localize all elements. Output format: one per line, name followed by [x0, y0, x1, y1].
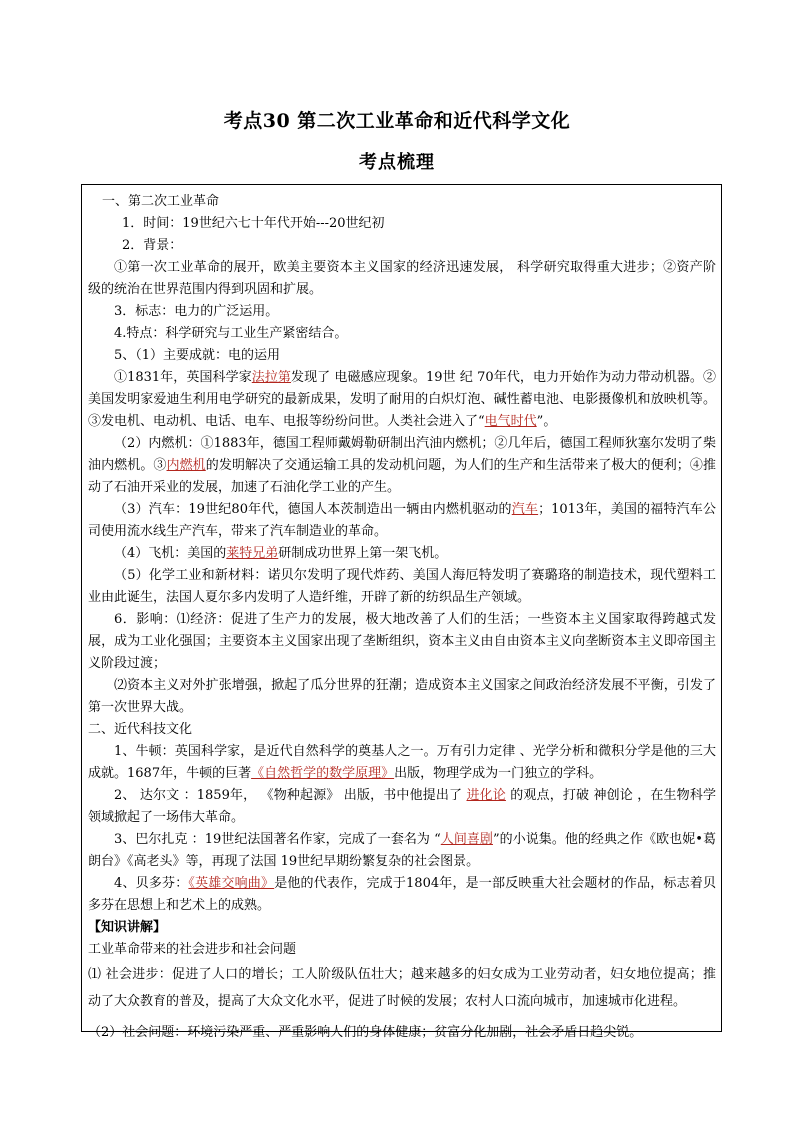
social-progress-paragraph: ⑴ 社会进步：促进了人口的增长；工人阶级队伍壮大；越来越多的妇女成为工业劳动者，妇女地位提高；推动了大众教育的普及，提高了大众文化水平，促进了时候的发展；农村人口流向城市，加速城市化进程。	[88, 967, 716, 1009]
combustion-engine-paragraph: （2）内燃机：①1883年，德国工程师戴姆勒研制出汽油内燃机；②几年后，德国工程师狄塞尔发明了柴油内燃机。③内燃机的发明解决了交通运输工具的发动机问题，为人们的生产和生活带来了极大的便利；④推动了石油开采业的发展，加速了石油化学工业的产生。	[88, 436, 716, 495]
feature-item: 4.特点：科学研究与工业生产紧密结合。	[114, 326, 348, 341]
content-body	[88, 191, 716, 1046]
balzac-paragraph: 3、巴尔扎克 ：19世纪法国著名作家，完成了一套名为 “人间喜剧”的小说集。他的经典之作《欧也妮•葛朗台》《高老头》等，再现了法国 19世纪早期纷繁复杂的社会图景。	[88, 832, 716, 869]
chemical-industry-paragraph: （5）化学工业和新材料：诺贝尔发明了现代炸药、美国人海厄特发明了赛璐珞的制造技术，现代塑料工业由此诞生，法国人夏尔多内发明了人造纤维，开辟了新的纺织品生产领域。	[88, 568, 716, 605]
wright-brothers-keyword: 莱特兄弟	[226, 546, 279, 561]
background-label: 2．背景：	[122, 238, 183, 253]
faraday-keyword: 法拉第	[251, 370, 291, 385]
social-problems-paragraph: （2）社会问题：环境污染严重、严重影响人们的身体健康；贫富分化加剧，社会矛盾日趋尖锐。	[88, 1025, 643, 1040]
impact-economy-paragraph: 6．影响：⑴经济：促进了生产力的发展，极大地改善了人们的生活；一些资本主义国家取得跨越式发展，成为工业化强国；主要资本主义国家出现了垄断组织，资本主义由自由资本主义向垄断资本主义即帝国主义阶段过渡；	[88, 612, 716, 671]
section-heading-industrial-revolution: 一、第二次工业革命	[102, 194, 220, 209]
car-paragraph: （3）汽车：19世纪80年代，德国人本茨制造出一辆由内燃机驱动的汽车；1013年，美国的福特汽车公司使用流水线生产汽车，带来了汽车制造业的革命。	[88, 502, 716, 539]
knowledge-heading: 【知识讲解】	[88, 920, 167, 935]
page-title: 考点30 第二次工业革命和近代科学文化	[223, 110, 571, 132]
mark-item: 3．标志：电力的广泛运用。	[114, 304, 279, 319]
beethoven-paragraph: 4、贝多芬：《英雄交响曲》是他的代表作，完成于1804年，是一部反映重大社会题材的作品，标志着贝多芬在思想上和艺术上的成熟。	[88, 876, 716, 913]
evolution-keyword: 进化论	[466, 788, 506, 803]
section-heading-science-culture: 二、近代科技文化	[88, 722, 193, 737]
darwin-paragraph: 2、 达尔文 ：1859年， 《物种起源》 出版，书中他提出了 进化论 的观点，打破 神创论 ，在生物科学领域掀起了一场伟大革命。	[88, 788, 716, 825]
combustion-engine-keyword: 内燃机	[166, 458, 206, 473]
airplane-paragraph: （4）飞机：美国的莱特兄弟研制成功世界上第一架飞机。	[114, 546, 448, 561]
achievement-label: 5、（1）主要成就：电的运用	[114, 348, 281, 363]
impact-expansion-paragraph: ⑵资本主义对外扩张增强，掀起了瓜分世界的狂潮；造成资本主义国家之间政治经济发展不平衡，引发了第一次世界大战。	[88, 678, 716, 715]
background-text: ①第一次工业革命的展开，欧美主要资本主义国家的经济迅速发展， 科学研究取得重大进步；②资产阶级的统治在世界范围内得到巩固和扩展。	[88, 260, 716, 297]
human-comedy-keyword: 人间喜剧	[440, 832, 493, 847]
newton-paragraph: 1、牛顿：英国科学家，是近代自然科学的奠基人之一。万有引力定律 、光学分析和微积分学是他的三大成就。1687年，牛顿的巨著《自然哲学的数学原理》出版，物理学成为一门独立的学科。	[88, 744, 716, 781]
eroica-keyword: 《英雄交响曲》	[188, 876, 275, 891]
electricity-paragraph: ①1831年，英国科学家法拉第发现了 电磁感应现象。19世 纪 70年代，电力开始作为动力带动机器。②美国发明家爱迪生利用电学研究的最新成果，发明了耐用的白炽灯泡、碱性蓄电池、电影摄像机和放映机等。③发电机、电动机、电话、电车、电报等纷纷问世。人类社会进入了“电气时代”。	[88, 370, 716, 429]
car-keyword: 汽车	[511, 502, 539, 517]
knowledge-topic: 工业革命带来的社会进步和社会问题	[88, 942, 297, 957]
time-item: 1．时间：19世纪六七十年代开始---20世纪初	[122, 216, 385, 231]
electric-era-keyword: 电气时代	[484, 414, 537, 429]
newton-book-keyword: 《自然哲学的数学原理》	[251, 766, 395, 781]
page-subtitle: 考点梳理	[359, 152, 435, 173]
